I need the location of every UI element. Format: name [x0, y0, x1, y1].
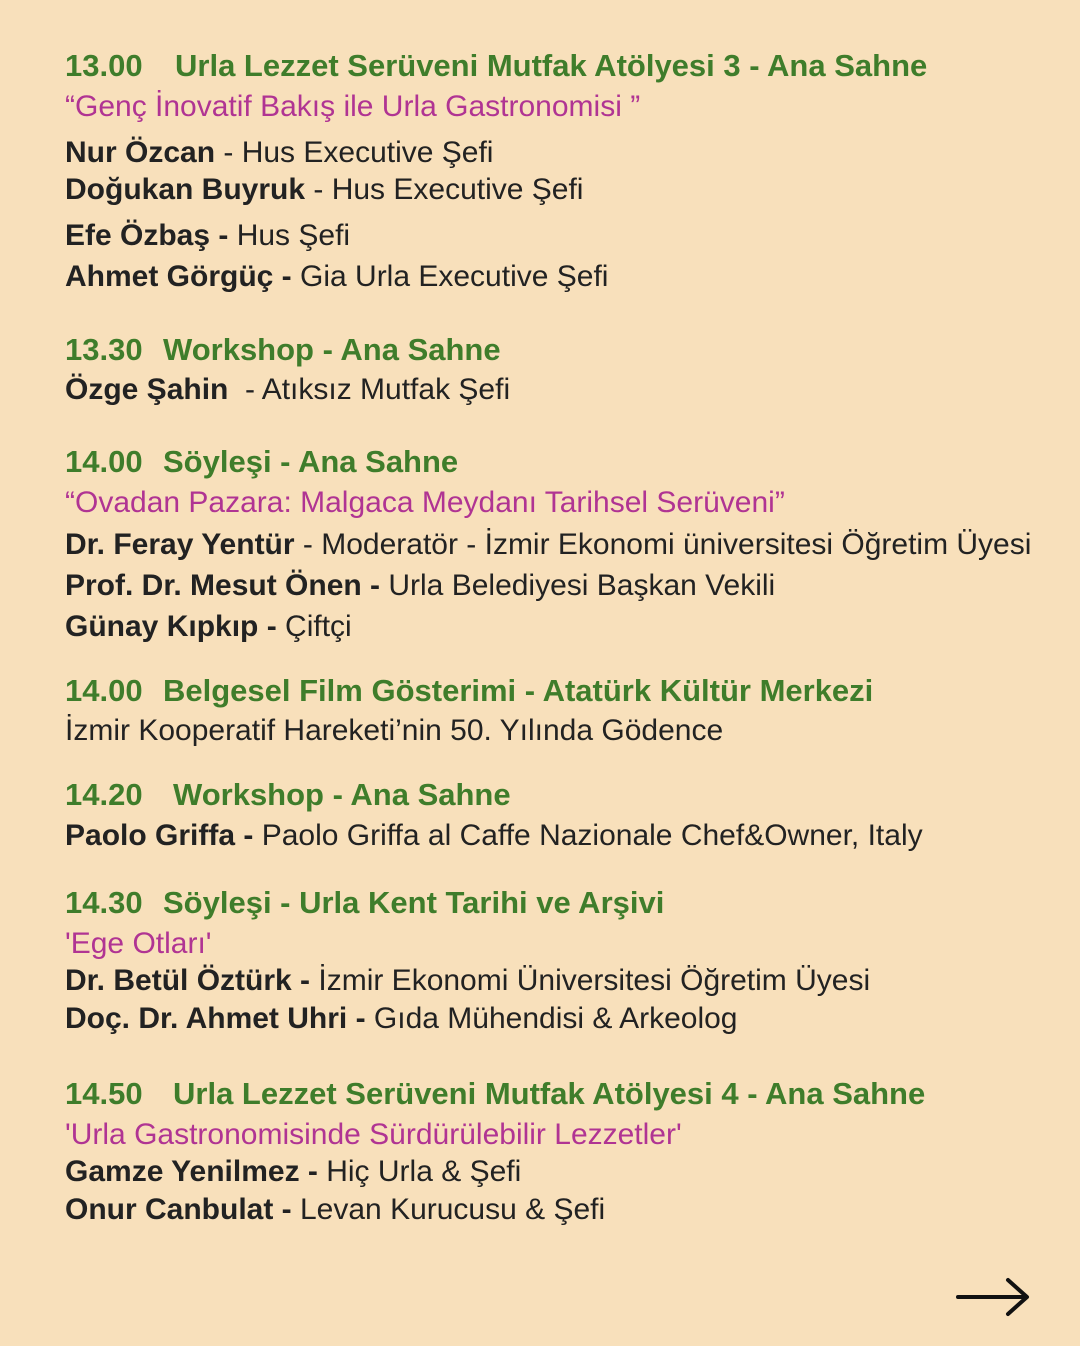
event-1-header	[65, 50, 927, 81]
speaker-name: Efe Özbaş -	[65, 219, 229, 252]
speaker-role: İzmir Ekonomi Üniversitesi Öğretim Üyesi	[310, 964, 871, 997]
event-1-speaker-2	[65, 175, 583, 205]
speaker-name: Gamze Yenilmez -	[65, 1155, 318, 1188]
speaker-role: Hus Şefi	[228, 219, 351, 252]
speaker-name: Dr. Betül Öztürk -	[65, 964, 311, 997]
event-3-quote: “Ovadan Pazara: Malgaca Meydanı Tarihsel Serüveni”	[65, 486, 785, 519]
event-1-title: Urla Lezzet Serüveni Mutfak Atölyesi 3	[175, 48, 741, 83]
event-5-speaker-1	[65, 821, 923, 851]
speaker-name: Doğukan Buyruk	[65, 173, 306, 206]
speaker-name: Günay Kıpkıp -	[65, 610, 277, 643]
event-3-speaker-1	[65, 530, 1031, 560]
speaker-name: Doç. Dr. Ahmet Uhri -	[65, 1002, 366, 1035]
event-6-title: Söyleşi - Urla Kent Tarihi ve Arşivi	[163, 885, 665, 920]
event-1-speaker-3	[65, 221, 350, 251]
event-5-time: 14.20	[65, 777, 143, 812]
speaker-name: Özge Şahin	[65, 373, 229, 406]
speaker-role: - Atıksız Mutfak Şefi	[228, 373, 511, 406]
speaker-role: - Hus Executive Şefi	[215, 136, 494, 169]
event-4-header	[65, 675, 873, 706]
speaker-role: Hiç Urla & Şefi	[317, 1155, 522, 1188]
event-3-speaker-3	[65, 612, 352, 642]
speaker-name: Onur Canbulat -	[65, 1193, 292, 1226]
event-1-quote: “Genç İnovatif Bakış ile Urla Gastronomisi ”	[65, 90, 641, 123]
speaker-role: Gia Urla Executive Şefi	[291, 260, 609, 293]
speaker-name: Paolo Griffa -	[65, 819, 254, 852]
speaker-name: Ahmet Görgüç -	[65, 260, 292, 293]
speaker-name: Nur Özcan	[65, 136, 216, 169]
speaker-role: Gıda Mühendisi & Arkeolog	[365, 1002, 738, 1035]
arrow-right-icon[interactable]	[956, 1276, 1032, 1318]
event-3-title: Söyleşi - Ana Sahne	[163, 444, 459, 479]
event-7-time: 14.50	[65, 1076, 143, 1111]
event-6-speaker-2	[65, 1004, 737, 1034]
speaker-role: Çiftçi	[276, 610, 352, 643]
speaker-name: Dr. Feray Yentür	[65, 528, 295, 561]
speaker-role: Urla Belediyesi Başkan Vekili	[380, 569, 776, 602]
event-2-header	[65, 334, 501, 365]
event-4-time: 14.00	[65, 673, 143, 708]
event-2-speaker-1	[65, 375, 510, 405]
event-7-header	[65, 1078, 925, 1109]
speaker-role: Paolo Griffa al Caffe Nazionale Chef&Owner, Italy	[253, 819, 923, 852]
speaker-name: Prof. Dr. Mesut Önen -	[65, 569, 381, 602]
event-1-time: 13.00	[65, 48, 143, 83]
event-1-venue-separator: -	[740, 48, 768, 83]
event-7-speaker-1	[65, 1157, 521, 1187]
event-2-title: Workshop - Ana Sahne	[163, 332, 501, 367]
event-1-speaker-1	[65, 138, 493, 168]
event-6-time: 14.30	[65, 885, 143, 920]
speaker-role: Levan Kurucusu & Şefi	[291, 1193, 606, 1226]
event-5-title: Workshop - Ana Sahne	[173, 777, 511, 812]
event-3-speaker-2	[65, 571, 775, 601]
speaker-role: - Hus Executive Şefi	[305, 173, 584, 206]
event-2-time: 13.30	[65, 332, 143, 367]
event-6-speaker-1	[65, 966, 870, 996]
speaker-role: - Moderatör - İzmir Ekonomi üniversitesi Öğretim Üyesi	[294, 528, 1032, 561]
event-7-quote: 'Urla Gastronomisinde Sürdürülebilir Lezzetler'	[65, 1118, 682, 1151]
event-7-speaker-2	[65, 1195, 605, 1225]
event-6-quote: 'Ege Otları'	[65, 927, 212, 960]
event-3-time: 14.00	[65, 444, 143, 479]
event-6-header	[65, 887, 664, 918]
event-4-title: Belgesel Film Gösterimi - Atatürk Kültür Merkezi	[163, 673, 874, 708]
event-1-speaker-4	[65, 262, 608, 292]
event-3-header	[65, 446, 458, 477]
event-4-description: İzmir Kooperatif Hareketi’nin 50. Yılında Gödence	[65, 714, 724, 747]
event-7-title: Urla Lezzet Serüveni Mutfak Atölyesi 4 - Ana Sahne	[173, 1076, 926, 1111]
event-1-venue: Ana Sahne	[767, 48, 928, 83]
event-5-header	[65, 779, 511, 810]
